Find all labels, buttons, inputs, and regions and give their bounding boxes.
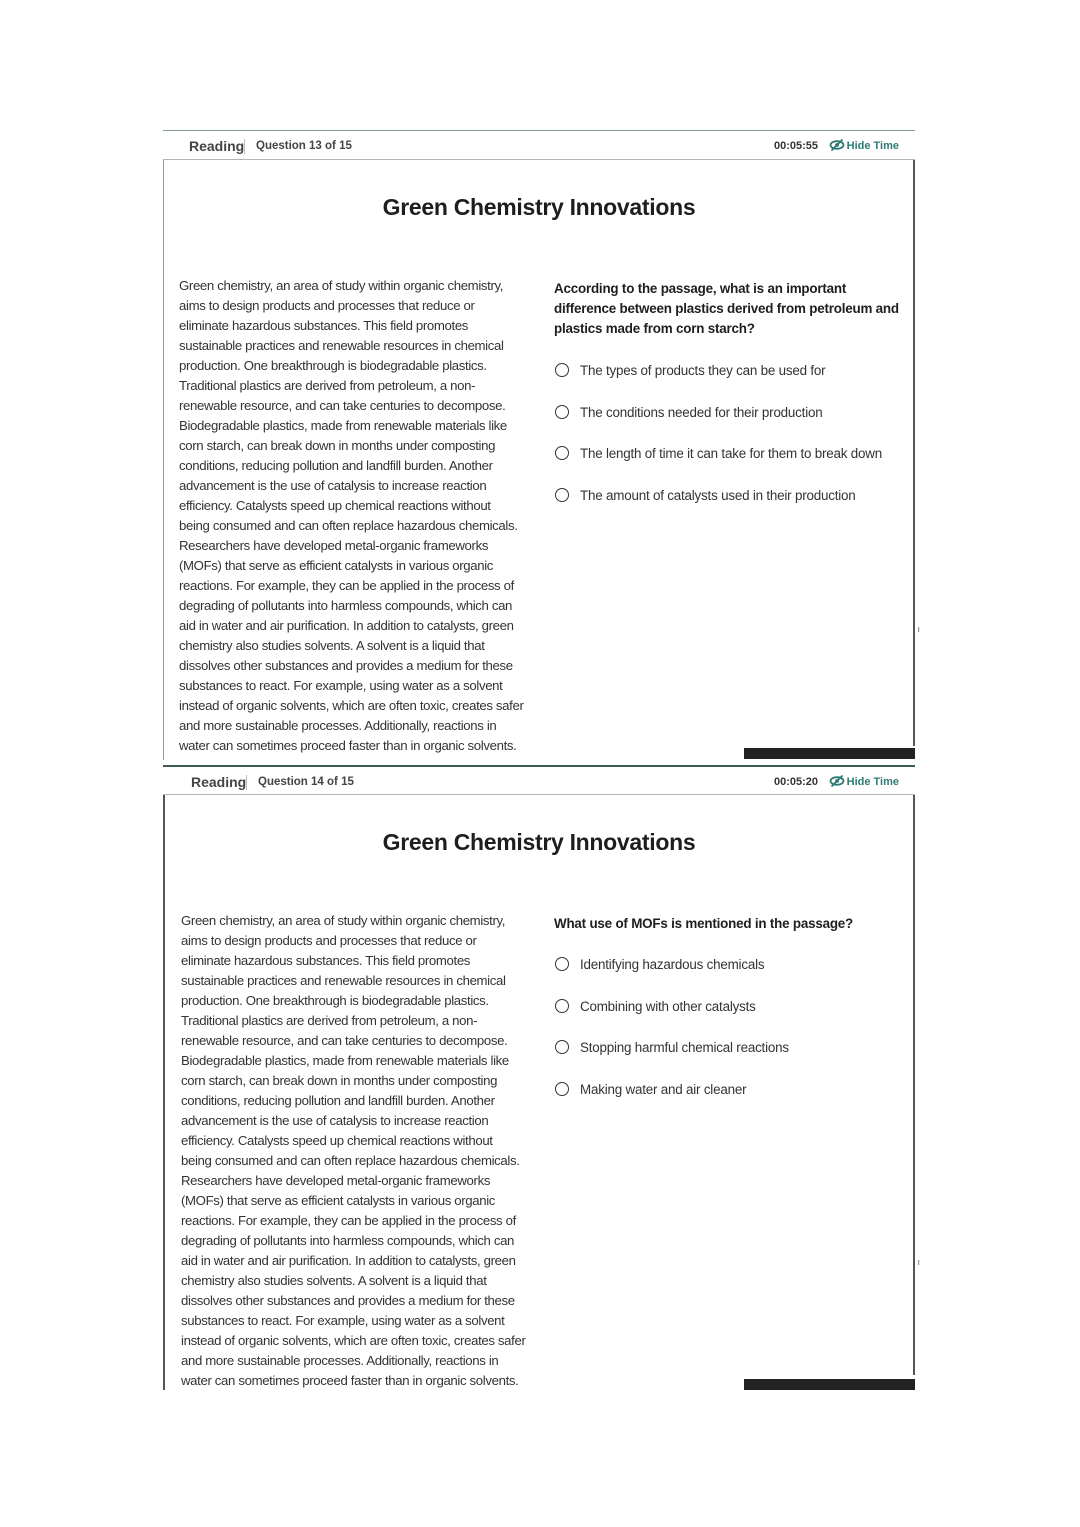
- passage-title: Green Chemistry Innovations: [382, 829, 696, 855]
- radio-button[interactable]: [555, 1082, 569, 1096]
- frame-border: [913, 795, 915, 1375]
- timer: 00:05:55: [773, 140, 818, 152]
- radio-button[interactable]: [555, 488, 569, 502]
- option-label: Making water and air cleaner: [580, 1081, 747, 1097]
- option-label: Stopping harmful chemical reactions: [580, 1040, 789, 1055]
- answer-option[interactable]: [555, 1040, 905, 1082]
- frame-border: [913, 160, 915, 746]
- radio-button[interactable]: [555, 957, 569, 971]
- question-text: What use of MOFs is mentioned in the passage?: [554, 916, 854, 931]
- passage-text: Green chemistry, an area of study within organic chemistry, aims to design products and processes that reduce or eliminate hazardous substances. This field promotes sustainable practices and renewable resources in chemical production. One breakthrough is biodegradable plastics. Traditional plastics are derived from petroleum, a non-renewable resource, and can take centuries to decompose. Biodegradable plastics, made from renewable materials like corn starch, can break down in months under composting conditions, reducing pollution and landfill burden. Another advancement is the use of catalysis to increase reaction efficiency. Catalysts speed up chemical reactions without being consumed and can often replace hazardous chemicals. Researchers have developed metal-organic frameworks (MOFs) that serve as efficient catalysts in various organic reactions. For example, they can be applied in the process of degrading of pollutants into harmless compounds, which can aid in water and air purification. In addition to catalysts, green chemistry also studies solvents. A solvent is a liquid that dissolves other substances and provides a medium for these substances to react. For example, using water as a solvent instead of organic solvents, which are often toxic, creates safer and more sustainable processes. Additionally, reactions in water can sometimes proceed faster than in organic solvents.: [179, 278, 524, 753]
- section-label: Reading: [191, 774, 247, 790]
- option-label: The types of products they can be used for: [580, 363, 826, 378]
- radio-button[interactable]: [555, 999, 569, 1013]
- eye-slash-icon[interactable]: [829, 773, 845, 789]
- question-counter: Question 13 of 15: [256, 140, 352, 152]
- answer-options: [555, 957, 905, 1123]
- answer-option[interactable]: [555, 446, 905, 488]
- passage-title: Green Chemistry Innovations: [382, 194, 696, 220]
- option-label: The conditions needed for their production: [580, 404, 823, 420]
- question-screen-14: [163, 765, 920, 1390]
- timer: 00:05:20: [773, 776, 818, 788]
- radio-button[interactable]: [555, 363, 569, 377]
- question-text: According to the passage, what is an important difference between plastics derived from petroleum and plastics made from corn starch?: [554, 281, 899, 336]
- answer-option[interactable]: [555, 957, 905, 999]
- scroll-marker: ı: [917, 1257, 920, 1267]
- radio-button[interactable]: [555, 1040, 569, 1054]
- divider: [246, 775, 247, 790]
- option-label: Identifying hazardous chemicals: [580, 957, 765, 972]
- top-bar: [163, 130, 915, 160]
- answer-options: [555, 363, 905, 529]
- answer-option[interactable]: [555, 1082, 905, 1124]
- eye-slash-icon[interactable]: [829, 137, 845, 153]
- frame-border: [163, 160, 164, 760]
- scrollbar-thumb[interactable]: [744, 1379, 915, 1390]
- divider: [244, 139, 245, 154]
- answer-option[interactable]: [555, 999, 905, 1041]
- radio-button[interactable]: [555, 405, 569, 419]
- scrollbar-thumb[interactable]: [744, 748, 915, 759]
- question-counter: Question 14 of 15: [258, 776, 354, 788]
- scroll-marker: ı: [917, 624, 920, 634]
- answer-option[interactable]: [555, 488, 905, 530]
- radio-button[interactable]: [555, 446, 569, 460]
- option-label: The amount of catalysts used in their production: [580, 487, 856, 503]
- section-label: Reading: [189, 138, 245, 154]
- question-screen-13: [163, 130, 920, 760]
- passage-text: Green chemistry, an area of study within organic chemistry, aims to design products and processes that reduce or eliminate hazardous substances. This field promotes sustainable practices and renewable resources in chemical production. One breakthrough is biodegradable plastics. Traditional plastics are derived from petroleum, a non-renewable resource, and can take centuries to decompose. Biodegradable plastics, made from renewable materials like corn starch, can break down in months under composting conditions, reducing pollution and landfill burden. Another advancement is the use of catalysis to increase reaction efficiency. Catalysts speed up chemical reactions without being consumed and can often replace hazardous chemicals. Researchers have developed metal-organic frameworks (MOFs) that serve as efficient catalysts in various organic reactions. For example, they can be applied in the process of degrading of pollutants into harmless compounds, which can aid in water and air purification. In addition to catalysts, green chemistry also studies solvents. A solvent is a liquid that dissolves other substances and provides a medium for these substances to react. For example, using water as a solvent instead of organic solvents, which are often toxic, creates safer and more sustainable processes. Additionally, reactions in water can sometimes proceed faster than in organic solvents.: [181, 913, 526, 1388]
- option-label: Combining with other catalysts: [580, 998, 756, 1014]
- hide-time-button[interactable]: Hide Time: [846, 776, 899, 788]
- top-bar: [163, 765, 915, 795]
- frame-border: [163, 795, 165, 1390]
- answer-option[interactable]: [555, 405, 905, 447]
- hide-time-button[interactable]: Hide Time: [846, 140, 899, 152]
- option-label: The length of time it can take for them to break down: [580, 446, 883, 461]
- answer-option[interactable]: [555, 363, 905, 405]
